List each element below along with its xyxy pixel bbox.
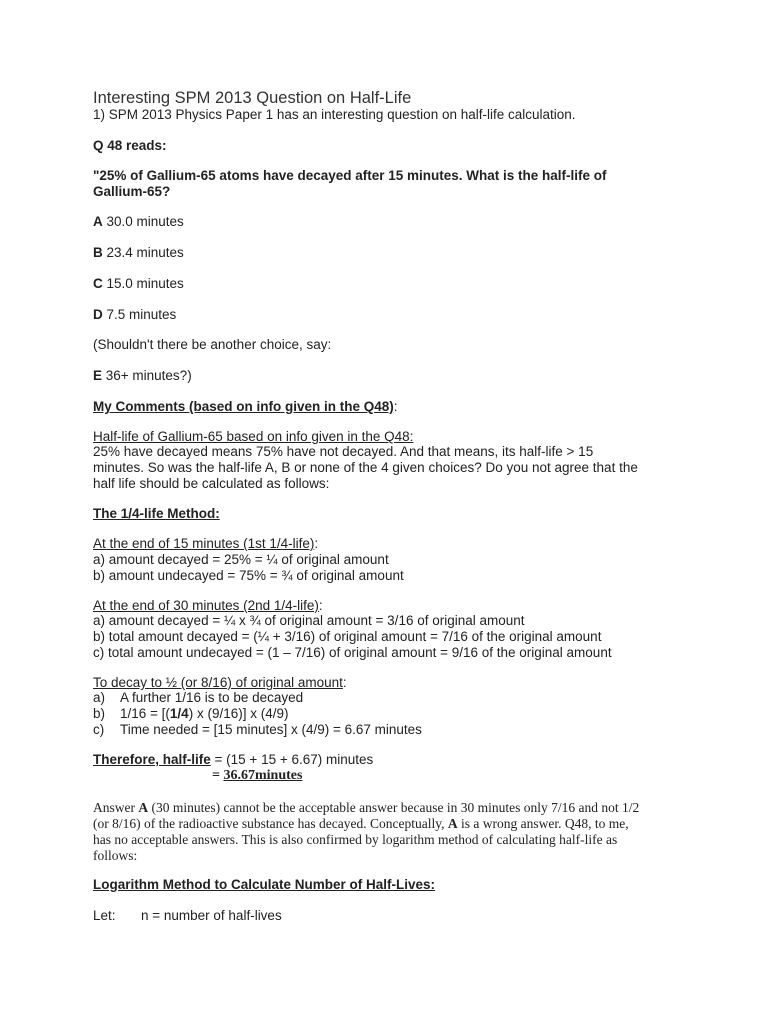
answer-text: (30 minutes) cannot be the acceptable answer because in 30 minutes only 7/16 and not 1/2 (148, 800, 640, 815)
step2-heading (93, 598, 323, 614)
halflife-para-line: minutes. So was the half-life A, B or none of the 4 given choices? Do you not agree that the (93, 460, 638, 475)
result-value: 36.67minutes (223, 768, 303, 783)
step3-heading-text: To decay to ½ (or 8/16) of original amount (93, 675, 343, 690)
step1-line: b) amount undecayed = 75% = ¾ of original amount (93, 568, 404, 583)
answer-text: Answer (93, 800, 139, 815)
result-eq: = (212, 768, 224, 783)
item-text: 1/16 = [( (120, 706, 170, 721)
choice-letter: C (93, 276, 103, 291)
therefore-line (93, 752, 373, 768)
step3-item (93, 690, 303, 706)
choice-text: 36+ minutes?) (102, 368, 192, 383)
therefore-expr: = (15 + 15 + 6.67) minutes (210, 752, 374, 767)
choice-text: 15.0 minutes (102, 276, 184, 291)
choice-e (93, 368, 192, 384)
choice-d (93, 307, 176, 323)
page-title: Interesting SPM 2013 Question on Half-Life (93, 89, 412, 107)
question-line-1: "25% of Gallium-65 atoms have decayed after 15 minutes. What is the half-life of (93, 168, 607, 183)
comments-heading-text: My Comments (based on info given in the Q48) (93, 399, 394, 414)
choice-text: 30.0 minutes (102, 214, 184, 229)
choice-letter: A (93, 214, 103, 229)
log-heading: Logarithm Method to Calculate Number of Half-Lives: (93, 877, 436, 892)
step1-heading (93, 536, 318, 552)
answer-text: is a wrong answer. Q48, to me, (457, 816, 629, 831)
comments-colon: : (393, 399, 398, 414)
step2-line: c) total amount undecayed = (1 – 7/16) of original amount = 9/16 of the original amount (93, 645, 612, 660)
step2-colon: : (318, 598, 323, 613)
answer-line: follows: (93, 848, 138, 863)
answer-bold: A (447, 816, 458, 831)
therefore-label: Therefore, half-life (93, 752, 211, 767)
extra-note: (Shouldn't there be another choice, say: (93, 337, 332, 352)
answer-bold: A (138, 800, 149, 815)
step2-line: b) total amount decayed = (¼ + 3/16) of original amount = 7/16 of the original amount (93, 629, 602, 644)
step3-item (93, 706, 288, 722)
item-text: A further 1/16 is to be decayed (120, 690, 304, 705)
item-label: a) (93, 690, 106, 705)
method-heading: The 1/4-life Method: (93, 506, 220, 521)
let-line (93, 908, 282, 924)
choice-text: 23.4 minutes (102, 245, 184, 260)
step1-colon: : (314, 536, 319, 551)
step3-heading (93, 675, 347, 691)
step3-item (93, 722, 422, 738)
item-text: Time needed = [15 minutes] x (4/9) = 6.67 minutes (120, 722, 422, 737)
let-label: Let: (93, 908, 116, 923)
choice-b (93, 245, 184, 261)
step1-line: a) amount decayed = 25% = ¼ of original amount (93, 552, 389, 567)
item-label: b) (93, 706, 106, 721)
answer-line (93, 816, 629, 832)
choice-text: 7.5 minutes (102, 307, 177, 322)
choice-letter: D (93, 307, 103, 322)
result-line (212, 768, 302, 784)
halflife-para-line: 25% have decayed means 75% have not decayed. And that means, its half-life > 15 (93, 444, 594, 459)
question-line-2: Gallium-65? (93, 184, 171, 199)
item-text-bold: 1/4 (169, 706, 189, 721)
answer-text: (or 8/16) of the radioactive substance has decayed. Conceptually, (93, 816, 448, 831)
choice-a (93, 214, 184, 230)
item-label: c) (93, 722, 105, 737)
let-text: n = number of half-lives (141, 908, 282, 923)
comments-heading (93, 399, 398, 415)
choice-letter: E (93, 368, 103, 383)
item-text: ) x (9/16)] x (4/9) (188, 706, 289, 721)
answer-line (93, 800, 639, 816)
halflife-para-line: half life should be calculated as follows: (93, 476, 330, 491)
answer-line: has no acceptable answers. This is also confirmed by logarithm method of calculating half-life as (93, 832, 618, 847)
step2-line: a) amount decayed = ¼ x ¾ of original amount = 3/16 of original amount (93, 613, 525, 628)
step2-heading-text: At the end of 30 minutes (2nd 1/4-life) (93, 598, 319, 613)
step1-heading-text: At the end of 15 minutes (1st 1/4-life) (93, 536, 315, 551)
intro-text: 1) SPM 2013 Physics Paper 1 has an interesting question on half-life calculation. (93, 107, 576, 122)
question-label: Q 48 reads: (93, 138, 167, 153)
halflife-heading: Half-life of Gallium-65 based on info given in the Q48: (93, 429, 414, 444)
step3-colon: : (342, 675, 347, 690)
choice-c (93, 276, 184, 292)
choice-letter: B (93, 245, 103, 260)
